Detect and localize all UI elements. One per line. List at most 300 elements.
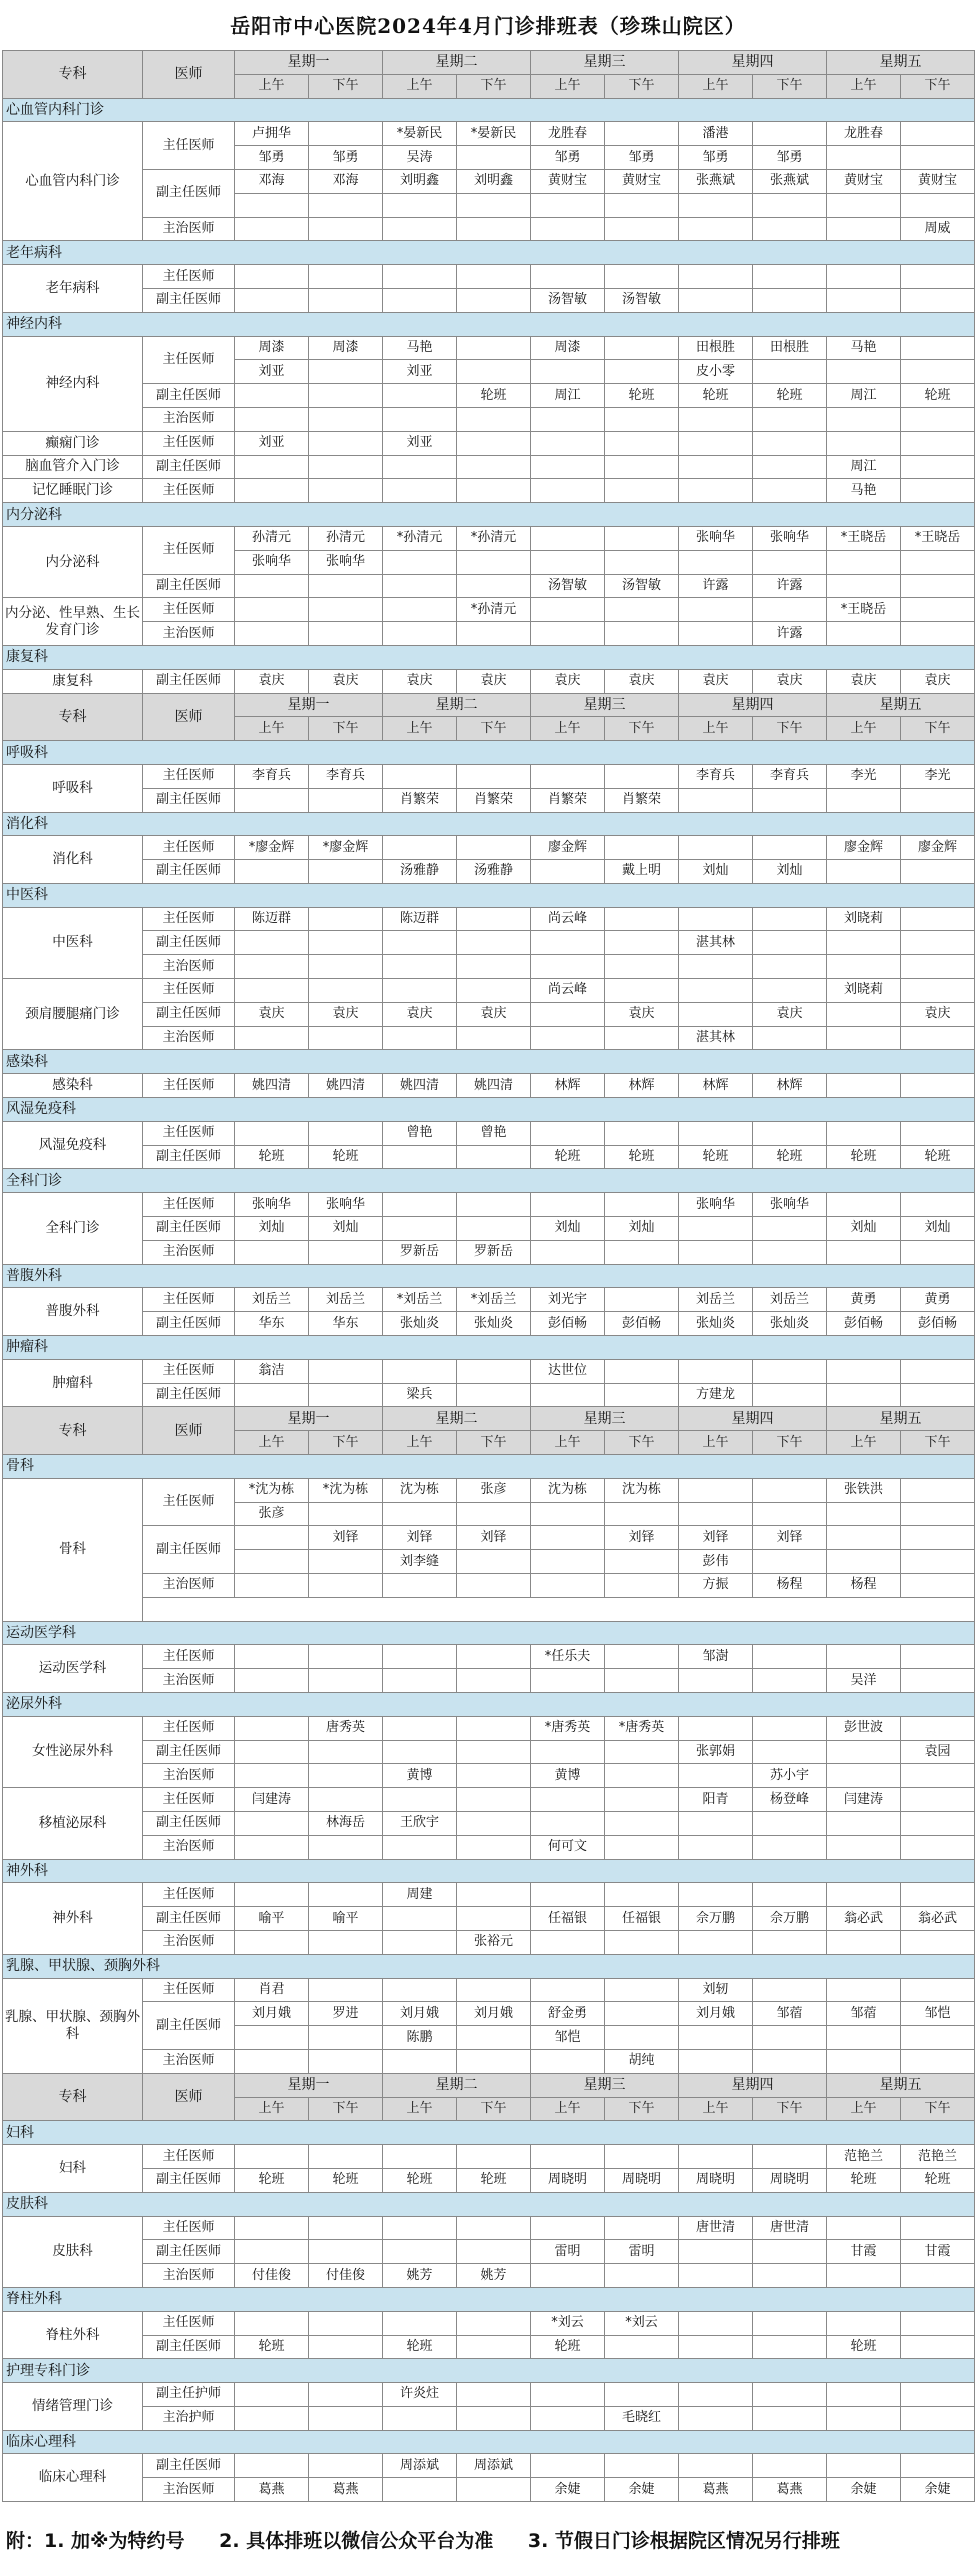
- department-name: 护理专科门诊: [3, 2359, 975, 2383]
- schedule-cell: *刘岳兰: [383, 1288, 457, 1312]
- schedule-row: [3, 622, 975, 646]
- schedule-row: [3, 1312, 975, 1336]
- header-am: 上午: [827, 2097, 901, 2121]
- schedule-cell: 袁庆: [383, 669, 457, 693]
- schedule-row: [3, 1597, 975, 1621]
- schedule-cell: 葛燕: [309, 2478, 383, 2502]
- schedule-cell: [309, 2216, 383, 2240]
- schedule-cell: [457, 550, 531, 574]
- department-row: [3, 1692, 975, 1716]
- schedule-cell: [679, 2049, 753, 2073]
- schedule-cell: [531, 2145, 605, 2169]
- schedule-cell: [827, 1026, 901, 1050]
- schedule-cell: [901, 931, 975, 955]
- schedule-cell: 胡纯: [605, 2049, 679, 2073]
- schedule-row: [3, 479, 975, 503]
- doctor-title: 副主任护师: [143, 2383, 235, 2407]
- schedule-cell: [531, 265, 605, 289]
- schedule-cell: 杨登峰: [753, 1788, 827, 1812]
- schedule-cell: [679, 1121, 753, 1145]
- schedule-cell: [235, 955, 309, 979]
- schedule-cell: 唐世清: [679, 2216, 753, 2240]
- schedule-cell: 唐秀英: [309, 1716, 383, 1740]
- schedule-cell: [309, 1574, 383, 1598]
- schedule-cell: [235, 1740, 309, 1764]
- schedule-cell: [235, 455, 309, 479]
- schedule-cell: 刘明鑫: [383, 169, 457, 193]
- doctor-title: 副主任医师: [143, 1907, 235, 1931]
- doctor-title: 副主任医师: [143, 1740, 235, 1764]
- schedule-cell: [457, 360, 531, 384]
- schedule-cell: 袁庆: [605, 1002, 679, 1026]
- schedule-cell: 刘轫: [679, 1978, 753, 2002]
- schedule-row: [3, 1835, 975, 1859]
- schedule-cell: [901, 2454, 975, 2478]
- schedule-row: [3, 1193, 975, 1217]
- header-pm: 下午: [605, 2097, 679, 2121]
- schedule-cell: [605, 1764, 679, 1788]
- schedule-cell: 轮班: [531, 1145, 605, 1169]
- schedule-cell: [531, 455, 605, 479]
- schedule-cell: 葛燕: [753, 2478, 827, 2502]
- doctor-title: 副主任医师: [143, 455, 235, 479]
- schedule-cell: 肖繁荣: [531, 788, 605, 812]
- schedule-cell: [457, 407, 531, 431]
- schedule-cell: [827, 431, 901, 455]
- schedule-cell: *孙清元: [457, 598, 531, 622]
- schedule-cell: 刘灿: [753, 860, 827, 884]
- schedule-cell: [901, 1359, 975, 1383]
- schedule-cell: [753, 407, 827, 431]
- schedule-cell: 佘万鹏: [679, 1907, 753, 1931]
- schedule-cell: 龙胜春: [531, 122, 605, 146]
- doctor-title: 副主任医师: [143, 384, 235, 408]
- schedule-cell: 邹勇: [679, 146, 753, 170]
- schedule-cell: [457, 2026, 531, 2050]
- schedule-cell: [457, 1907, 531, 1931]
- schedule-cell: 田根胜: [753, 336, 827, 360]
- schedule-cell: [457, 2406, 531, 2430]
- schedule-cell: [679, 193, 753, 217]
- schedule-cell: 潘港: [679, 122, 753, 146]
- schedule-cell: [827, 1811, 901, 1835]
- doctor-title: 主任医师: [143, 431, 235, 455]
- header-specialty: 专科: [3, 51, 143, 99]
- schedule-cell: [309, 2049, 383, 2073]
- schedule-row: [3, 526, 975, 550]
- schedule-cell: 孙清元: [309, 526, 383, 550]
- schedule-cell: 张郭娟: [679, 1740, 753, 1764]
- sub-specialty: 颈肩腰腿痛门诊: [3, 979, 143, 1050]
- schedule-cell: [901, 1764, 975, 1788]
- department-row: [3, 2430, 975, 2454]
- header-day: 星期一: [235, 51, 383, 75]
- schedule-cell: 廖金辉: [827, 836, 901, 860]
- schedule-cell: 林辉: [753, 1074, 827, 1098]
- header-am: 上午: [383, 2097, 457, 2121]
- schedule-cell: 袁庆: [605, 669, 679, 693]
- schedule-cell: 邓海: [235, 169, 309, 193]
- schedule-cell: [309, 1788, 383, 1812]
- doctor-title: 主任医师: [143, 2216, 235, 2240]
- sub-specialty: 记忆睡眠门诊: [3, 479, 143, 503]
- schedule-cell: [235, 1716, 309, 1740]
- schedule-cell: [901, 360, 975, 384]
- schedule-cell: 轮班: [605, 384, 679, 408]
- schedule-cell: [679, 479, 753, 503]
- schedule-cell: 龙胜春: [827, 122, 901, 146]
- schedule-cell: 周江: [827, 384, 901, 408]
- schedule-cell: 张灿炎: [679, 1312, 753, 1336]
- schedule-row: [3, 1145, 975, 1169]
- schedule-cell: [309, 2145, 383, 2169]
- schedule-cell: [605, 1288, 679, 1312]
- schedule-cell: [235, 574, 309, 598]
- schedule-cell: 甘霞: [827, 2240, 901, 2264]
- schedule-cell: *廖金辉: [235, 836, 309, 860]
- header-am: 上午: [235, 2097, 309, 2121]
- header-am: 上午: [383, 74, 457, 98]
- schedule-cell: [383, 1835, 457, 1859]
- schedule-cell: [753, 2145, 827, 2169]
- schedule-cell: [753, 1478, 827, 1502]
- schedule-cell: [383, 1145, 457, 1169]
- department-row: [3, 741, 975, 765]
- schedule-cell: [827, 1883, 901, 1907]
- schedule-row: [3, 1788, 975, 1812]
- doctor-title: 主治医师: [143, 2049, 235, 2073]
- header-pm: 下午: [457, 74, 531, 98]
- schedule-cell: [531, 526, 605, 550]
- schedule-cell: [901, 2383, 975, 2407]
- header-doctor: 医师: [143, 2073, 235, 2121]
- schedule-cell: [827, 146, 901, 170]
- department-row: [3, 645, 975, 669]
- schedule-cell: [827, 1193, 901, 1217]
- schedule-cell: [383, 1193, 457, 1217]
- schedule-cell: [679, 1930, 753, 1954]
- schedule-row: [3, 2049, 975, 2073]
- schedule-cell: [679, 2311, 753, 2335]
- department-row: [3, 2287, 975, 2311]
- schedule-cell: [531, 193, 605, 217]
- doctor-title: 主任医师: [143, 764, 235, 788]
- schedule-cell: 彭佰畅: [827, 1312, 901, 1336]
- schedule-cell: 袁庆: [235, 1002, 309, 1026]
- schedule-cell: 黄勇: [827, 1288, 901, 1312]
- schedule-cell: [753, 2240, 827, 2264]
- schedule-cell: 袁庆: [309, 1002, 383, 1026]
- schedule-cell: [531, 2049, 605, 2073]
- schedule-cell: 陈迈群: [235, 907, 309, 931]
- schedule-cell: [753, 455, 827, 479]
- schedule-cell: [753, 788, 827, 812]
- department-row: [3, 503, 975, 527]
- schedule-cell: [901, 955, 975, 979]
- header-specialty: 专科: [3, 693, 143, 741]
- schedule-cell: [605, 479, 679, 503]
- schedule-cell: [753, 1240, 827, 1264]
- schedule-cell: [753, 1811, 827, 1835]
- header-pm: 下午: [753, 1431, 827, 1455]
- schedule-cell: [235, 1835, 309, 1859]
- schedule-cell: 邹澍: [679, 1645, 753, 1669]
- schedule-cell: [679, 265, 753, 289]
- schedule-cell: 马艳: [827, 479, 901, 503]
- schedule-cell: 刘灿: [235, 1217, 309, 1241]
- header-day: 星期四: [679, 1407, 827, 1431]
- schedule-cell: 张响华: [679, 526, 753, 550]
- schedule-cell: [235, 2145, 309, 2169]
- schedule-cell: 李光: [827, 764, 901, 788]
- sub-specialty: 普腹外科: [3, 1288, 143, 1336]
- schedule-cell: [901, 1574, 975, 1598]
- schedule-cell: 戴上明: [605, 860, 679, 884]
- schedule-cell: *廖金辉: [309, 836, 383, 860]
- header-am: 上午: [531, 74, 605, 98]
- schedule-cell: [383, 2406, 457, 2430]
- schedule-cell: [457, 1574, 531, 1598]
- sub-specialty: 女性泌尿外科: [3, 1716, 143, 1787]
- schedule-cell: [457, 1359, 531, 1383]
- schedule-cell: [753, 979, 827, 1003]
- header-am: 上午: [235, 717, 309, 741]
- header-pm: 下午: [901, 74, 975, 98]
- doctor-title: 主治医师: [143, 2264, 235, 2288]
- schedule-cell: [531, 931, 605, 955]
- schedule-cell: [605, 1121, 679, 1145]
- schedule-cell: 刘岳兰: [235, 1288, 309, 1312]
- header-am: 上午: [383, 717, 457, 741]
- schedule-cell: [827, 955, 901, 979]
- schedule-cell: [605, 265, 679, 289]
- schedule-cell: [901, 622, 975, 646]
- doctor-title: 主任医师: [143, 1074, 235, 1098]
- schedule-cell: 彭世波: [827, 1716, 901, 1740]
- department-row: [3, 2192, 975, 2216]
- schedule-cell: [531, 1978, 605, 2002]
- schedule-cell: [531, 764, 605, 788]
- schedule-cell: [605, 2002, 679, 2026]
- schedule-cell: [753, 1740, 827, 1764]
- schedule-cell: [531, 622, 605, 646]
- doctor-title: 主任医师: [143, 2311, 235, 2335]
- schedule-cell: [235, 407, 309, 431]
- schedule-cell: [753, 479, 827, 503]
- department-name: 运动医学科: [3, 1621, 975, 1645]
- header-pm: 下午: [457, 2097, 531, 2121]
- doctor-title: 主任医师: [143, 1883, 235, 1907]
- schedule-cell: *孙清元: [383, 526, 457, 550]
- header-day: 星期五: [827, 51, 975, 75]
- schedule-cell: [235, 1121, 309, 1145]
- schedule-cell: [235, 1550, 309, 1574]
- schedule-cell: [679, 455, 753, 479]
- department-name: 神外科: [3, 1859, 975, 1883]
- schedule-cell: [457, 1645, 531, 1669]
- schedule-cell: [827, 2383, 901, 2407]
- schedule-cell: 肖繁荣: [457, 788, 531, 812]
- schedule-row: [3, 2311, 975, 2335]
- footer-note-3: 3. 节假日门诊根据院区情况另行排班: [527, 2530, 840, 2552]
- schedule-cell: [753, 1502, 827, 1526]
- doctor-title: 主治医师: [143, 407, 235, 431]
- schedule-cell: 张响华: [753, 526, 827, 550]
- doctor-title: 主任医师: [143, 1716, 235, 1740]
- schedule-cell: [827, 574, 901, 598]
- doctor-title: 主任医师: [143, 836, 235, 860]
- schedule-cell: [827, 2049, 901, 2073]
- schedule-cell: [605, 2145, 679, 2169]
- schedule-cell: 袁庆: [679, 669, 753, 693]
- schedule-cell: 曾艳: [383, 1121, 457, 1145]
- schedule-cell: 许露: [753, 622, 827, 646]
- doctor-title: 主治医师: [143, 217, 235, 241]
- schedule-cell: 张裕元: [457, 1930, 531, 1954]
- schedule-cell: [827, 2026, 901, 2050]
- schedule-cell: 轮班: [235, 2335, 309, 2359]
- schedule-cell: [457, 907, 531, 931]
- sub-specialty: 神外科: [3, 1883, 143, 1954]
- schedule-cell: [457, 931, 531, 955]
- schedule-cell: [383, 1907, 457, 1931]
- schedule-cell: 袁庆: [457, 1002, 531, 1026]
- column-header-row: [3, 1407, 975, 1431]
- department-row: [3, 312, 975, 336]
- schedule-cell: [901, 1193, 975, 1217]
- schedule-cell: 邹蓿: [827, 2002, 901, 2026]
- schedule-cell: [605, 1835, 679, 1859]
- header-pm: 下午: [605, 1431, 679, 1455]
- schedule-cell: [235, 1240, 309, 1264]
- doctor-title: 主任医师: [143, 1121, 235, 1145]
- schedule-cell: [383, 622, 457, 646]
- schedule-cell: [605, 360, 679, 384]
- schedule-cell: [235, 598, 309, 622]
- schedule-cell: [605, 1645, 679, 1669]
- schedule-cell: [605, 2454, 679, 2478]
- department-name: 老年病科: [3, 241, 975, 265]
- schedule-cell: [827, 2216, 901, 2240]
- schedule-cell: 方建龙: [679, 1383, 753, 1407]
- schedule-cell: [827, 1764, 901, 1788]
- schedule-cell: [531, 2454, 605, 2478]
- schedule-cell: 黄财宝: [531, 169, 605, 193]
- schedule-cell: [605, 1788, 679, 1812]
- doctor-title: 主治医师: [143, 955, 235, 979]
- schedule-cell: 黄财宝: [901, 169, 975, 193]
- schedule-cell: [235, 2406, 309, 2430]
- schedule-cell: [901, 1074, 975, 1098]
- schedule-cell: [531, 1930, 605, 1954]
- schedule-table: [2, 50, 975, 2502]
- doctor-title: 副主任医师: [143, 169, 235, 217]
- header-am: 上午: [679, 1431, 753, 1455]
- schedule-cell: [827, 1359, 901, 1383]
- schedule-cell: [827, 2311, 901, 2335]
- schedule-row: [3, 407, 975, 431]
- department-row: [3, 241, 975, 265]
- schedule-row: [3, 931, 975, 955]
- doctor-title: 副主任医师: [143, 2168, 235, 2192]
- schedule-cell: 雷明: [531, 2240, 605, 2264]
- schedule-cell: [753, 288, 827, 312]
- header-day: 星期二: [383, 1407, 531, 1431]
- schedule-cell: [457, 1883, 531, 1907]
- schedule-cell: [531, 1811, 605, 1835]
- schedule-cell: [457, 2335, 531, 2359]
- schedule-cell: 袁庆: [827, 669, 901, 693]
- schedule-cell: 周建: [383, 1883, 457, 1907]
- schedule-cell: [679, 622, 753, 646]
- schedule-body: [3, 51, 975, 2502]
- department-row: [3, 883, 975, 907]
- schedule-cell: 张响华: [753, 1193, 827, 1217]
- schedule-cell: 汤雅静: [457, 860, 531, 884]
- schedule-cell: [753, 1383, 827, 1407]
- schedule-cell: *任乐夫: [531, 1645, 605, 1669]
- schedule-cell: [679, 1883, 753, 1907]
- sub-specialty: 感染科: [3, 1074, 143, 1098]
- schedule-cell: [235, 2026, 309, 2050]
- schedule-cell: [827, 217, 901, 241]
- schedule-cell: [235, 2311, 309, 2335]
- doctor-title: 主任医师: [143, 1193, 235, 1217]
- schedule-row: [3, 1121, 975, 1145]
- schedule-cell: 阳青: [679, 1788, 753, 1812]
- doctor-title: 主治医师: [143, 1930, 235, 1954]
- schedule-cell: [753, 431, 827, 455]
- schedule-cell: [901, 979, 975, 1003]
- department-row: [3, 1098, 975, 1122]
- schedule-cell: [531, 1121, 605, 1145]
- schedule-cell: [309, 931, 383, 955]
- schedule-cell: *唐秀英: [605, 1716, 679, 1740]
- schedule-cell: [235, 265, 309, 289]
- schedule-cell: 刘晓莉: [827, 979, 901, 1003]
- schedule-cell: 刘亚: [383, 431, 457, 455]
- schedule-cell: [383, 1502, 457, 1526]
- schedule-cell: 袁庆: [753, 1002, 827, 1026]
- schedule-cell: [383, 931, 457, 955]
- schedule-cell: 姚芳: [383, 2264, 457, 2288]
- schedule-cell: 何可文: [531, 1835, 605, 1859]
- header-day: 星期一: [235, 1407, 383, 1431]
- schedule-cell: 刘月娥: [679, 2002, 753, 2026]
- schedule-cell: [531, 2216, 605, 2240]
- schedule-row: [3, 336, 975, 360]
- header-day: 星期一: [235, 693, 383, 717]
- schedule-cell: 华东: [235, 1312, 309, 1336]
- schedule-cell: [383, 1788, 457, 1812]
- schedule-cell: [383, 2478, 457, 2502]
- schedule-cell: [605, 1811, 679, 1835]
- schedule-cell: [383, 598, 457, 622]
- schedule-cell: [383, 764, 457, 788]
- header-am: 上午: [235, 1431, 309, 1455]
- schedule-cell: [679, 2383, 753, 2407]
- schedule-cell: [457, 1145, 531, 1169]
- schedule-cell: 黄财宝: [827, 169, 901, 193]
- schedule-cell: 任福银: [531, 1907, 605, 1931]
- schedule-cell: [309, 1883, 383, 1907]
- schedule-cell: 张灿炎: [753, 1312, 827, 1336]
- schedule-cell: 姚四清: [383, 1074, 457, 1098]
- schedule-cell: [679, 836, 753, 860]
- doctor-title: 副主任医师: [143, 2002, 235, 2050]
- header-day: 星期五: [827, 2073, 975, 2097]
- schedule-cell: 马艳: [827, 336, 901, 360]
